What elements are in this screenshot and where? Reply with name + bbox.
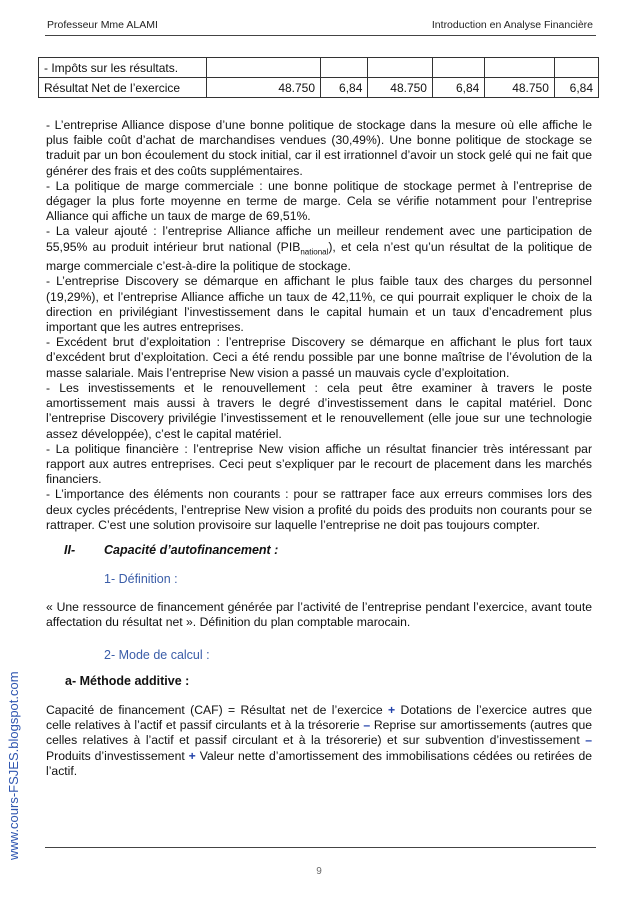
header-course-title: Introduction en Analyse Financière: [431, 19, 593, 31]
results-table: [38, 57, 599, 98]
header-author: Professeur Mme ALAMI: [47, 19, 158, 31]
analysis-text: [46, 118, 592, 533]
paragraph-politique-financiere: - La politique financière : l’entreprise New vision affiche un résultat financier très intéressant par rapport aux autres entreprises. Ceci peut s’expliquer par le recourt de placement dans les marchés financiers.: [46, 441, 592, 487]
caf-formula: [46, 703, 592, 779]
table-row: [39, 78, 599, 98]
paragraph-marge: - La politique de marge commerciale : une bonne politique de stockage permet à l’entreprise de dégager la plus forte moyenne en terme de marge. Cela se vérifie notamment pour l’entreprise Alliance qui affiche un taux de marge de 69,51%.: [46, 178, 592, 224]
table-cell: [554, 58, 598, 78]
table-cell-label: Résultat Net de l’exercice: [39, 78, 207, 98]
caf-part: Valeur nette d’amortissement des immobilisations cédées ou retirées de l’actif.: [46, 748, 593, 778]
footer-rule: [45, 847, 596, 848]
caf-part: Produits d’investissement: [46, 748, 189, 763]
method-heading: a- Méthode additive :: [65, 674, 190, 688]
table-cell: 6,84: [554, 78, 598, 98]
page-number: 9: [316, 866, 322, 877]
plus-sign: +: [188, 748, 196, 763]
section-title: Capacité d’autofinancement :: [104, 543, 279, 557]
table-cell: 48.750: [485, 78, 555, 98]
table-cell: [368, 58, 433, 78]
definition-heading: 1- Définition :: [104, 572, 178, 586]
paragraph-valeur-ajoutee: [46, 224, 592, 274]
paragraph-stockage: - L’entreprise Alliance dispose d’une bonne politique de stockage dans la mesure où elle affiche le plus faible coût d’achat de marchandises vendues (30,49%). Une bonne politique de stockage se traduit par un bon écoulement du stock initial, car il est irrationnel d’avoir un stock gelé qui ne fait que générer des frais et des coûts supplémentaires.: [46, 118, 592, 178]
table-cell: 48.750: [207, 78, 321, 98]
va-subscript: national: [300, 247, 329, 257]
definition-text: [46, 600, 592, 630]
table-cell: 6,84: [432, 78, 484, 98]
section-number: II-: [64, 543, 76, 557]
va-text-after: ), et cela n’est qu’un résultat de la politique de marge commerciale c’est-à-dire la politique de stockage.: [46, 239, 592, 274]
side-watermark-link[interactable]: www.cours-FSJES.blogspot.com: [6, 671, 21, 860]
caf-part: Capacité de financement (CAF) = Résultat net de l’exercice: [46, 703, 388, 717]
va-text-before: - La valeur ajouté : l’entreprise Alliance affiche un meilleur rendement avec une participation de 55,95% au produit intérieur brut national (PIB: [46, 224, 592, 254]
paragraph-ebe: - Excédent brut d’exploitation : l’entreprise Discovery se démarque en affichant le plus fort taux d’excédent brut d’exploitation. Ceci a été rendu possible par une bonne maîtrise de l’évolution de la masse salariale. Mais l’entreprise New vision a passé un mauvais cycle d’exploitation.: [46, 335, 592, 380]
header-rule: [45, 35, 596, 36]
minus-sign: –: [585, 733, 592, 748]
page-header: [47, 17, 593, 35]
definition-quote: « Une ressource de financement générée par l’activité de l’entreprise pendant l’exercice, avant toute affectation du résultat net ». Définition du plan comptable marocain.: [46, 600, 592, 630]
paragraph-personnel: - L’entreprise Discovery se démarque en affichant le plus faible taux des charges du personnel (19,29%), et l’entreprise Alliance affiche un taux de 42,11%, ce qui pourrait expliquer le choix de la direction en privilégiant l’investissement dans le capital humain et un taux d’encadrement plus important que les autres entreprises.: [46, 274, 592, 335]
table-cell: 6,84: [321, 78, 368, 98]
table-cell: [432, 58, 484, 78]
table-cell-label: - Impôts sur les résultats.: [39, 58, 207, 78]
table-cell: [485, 58, 555, 78]
table-cell: [321, 58, 368, 78]
minus-sign: –: [363, 718, 371, 733]
calc-heading: 2- Mode de calcul :: [104, 648, 210, 662]
table-row: [39, 58, 599, 78]
caf-part: Dotations de l’exercice autres que celle relatives à l’actif et passif circulants et à la trésorerie: [46, 703, 592, 733]
table-cell: 48.750: [368, 78, 433, 98]
paragraph-non-courants: - L’importance des éléments non courants : pour se rattraper face aux erreurs commises lors des deux cycles précédents, l’entreprise New vision a profité du poids des produits non courants pour se rattraper. C’est une solution provisoire sur laquelle l’entreprise ne doit pas toujours compter.: [46, 487, 592, 532]
paragraph-investissements: - Les investissements et le renouvellement : cela peut être examiner à travers le poste amortissement mais aussi à travers le degré d’investissement dans le capital matériel. Donc l’entreprise Discovery privilégie l’investissement et le renouvellement (elle joue sur une technologie assez développée), c’est le capital matériel.: [46, 380, 592, 441]
caf-part: Reprise sur amortissements (autres que celles relatives à l’actif et passif circulant et à la trésorerie) et sur subvention d’investissement: [46, 718, 592, 748]
table-cell: [207, 58, 321, 78]
plus-sign: +: [387, 703, 396, 717]
caf-formula-text: [46, 703, 592, 779]
